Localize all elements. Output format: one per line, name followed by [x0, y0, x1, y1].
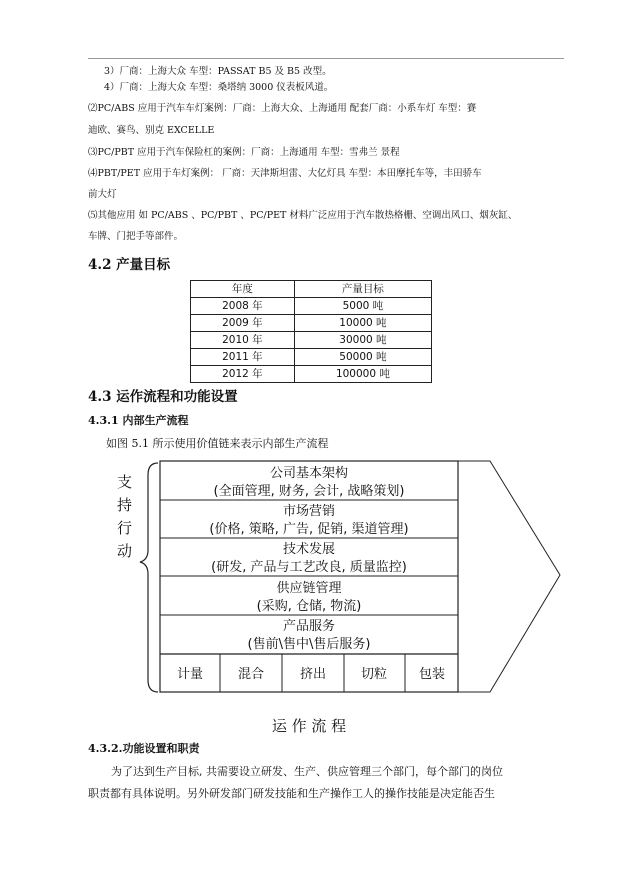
support-title: 技术发展 [282, 542, 336, 557]
text-line: 迪欧、赛鸟、别克 EXCELLE [88, 125, 215, 136]
text-line: 4）厂商：上海大众 车型：桑塔纳 3000 仪表板风道。 [104, 82, 334, 93]
year-cell: 2009 年 [191, 315, 295, 332]
support-detail: (售前\售中\售后服务) [247, 637, 371, 652]
text-line: 前大灯 [88, 189, 117, 200]
support-detail: (采购, 仓储, 物流) [256, 599, 362, 614]
column-header: 产量目标 [294, 281, 431, 298]
text-line: 3）厂商：上海大众 车型：PASSAT B5 及 B5 改型。 [104, 66, 332, 77]
operation-label: 包装 [418, 667, 446, 682]
target-cell: 50000 吨 [294, 349, 431, 366]
target-cell: 100000 吨 [294, 366, 431, 383]
text-line: ⑵PC/ABS 应用于汽车车灯案例：厂商：上海大众、上海通用 配套厂商：小系车灯 车型：賽 [88, 103, 477, 114]
paragraph-line: 为了达到生产目标, 共需要设立研发、生产、供应管理三个部门，每个部门的岗位 [111, 765, 503, 778]
year-cell: 2010 年 [191, 332, 295, 349]
operation-label: 切粒 [360, 667, 388, 682]
column-header: 年度 [191, 281, 295, 298]
text-line: 车牌、门把手等部件。 [88, 231, 184, 242]
support-detail: (价格, 策略, 广告, 促销, 渠道管理) [209, 522, 409, 537]
operation-label: 混合 [237, 667, 265, 682]
support-bracket [140, 463, 158, 692]
value-chain-arrow [458, 461, 560, 692]
section-heading-4-3-1: 4.3.1 内部生产流程 [88, 414, 189, 427]
year-cell: 2012 年 [191, 366, 295, 383]
operation-label: 计量 [176, 667, 204, 682]
support-title: 市场营销 [282, 504, 336, 519]
target-cell: 30000 吨 [294, 332, 431, 349]
operation-label: 挤出 [299, 667, 327, 682]
text-line: ⑸其他应用 如 PC/ABS 、PC/PBT 、PC/PET 材料广泛应用于汽车散热格栅、空调出风口、烟灰缸、 [88, 210, 518, 221]
support-detail: (全面管理, 财务, 会计, 战略策划) [213, 484, 405, 499]
support-title: 产品服务 [282, 619, 336, 634]
support-detail: (研发, 产品与工艺改良, 质量监控) [211, 560, 407, 575]
operations-flow-label: 运 作 流 程 [271, 717, 347, 735]
section-heading-4-3: 4.3 运作流程和功能设置 [88, 389, 238, 405]
support-activities-label: 支持行动 [115, 474, 133, 566]
text-line: ⑷PBT/PET 应用于车灯案例： 厂商：天津斯坦雷、大亿灯具 车型：本田摩托车等，丰田骄车 [88, 168, 482, 179]
year-cell: 2011 年 [191, 349, 295, 366]
support-title: 公司基本架构 [269, 466, 349, 481]
target-cell: 5000 吨 [294, 298, 431, 315]
section-heading-4-3-2: 4.3.2.功能设置和职责 [88, 742, 200, 755]
section-heading-4-2: 4.2 产量目标 [88, 257, 171, 273]
support-title: 供应链管理 [276, 581, 342, 596]
figure-intro: 如图 5.1 所示使用价值链来表示内部生产流程 [106, 437, 329, 450]
paragraph-line: 职责都有具体说明。另外研发部门研发技能和生产操作工人的操作技能是决定能否生 [88, 787, 495, 800]
text-line: ⑶PC/PBT 应用于汽车保险杠的案例：厂商：上海通用 车型：雪弗兰 景程 [88, 147, 400, 158]
year-cell: 2008 年 [191, 298, 295, 315]
target-cell: 10000 吨 [294, 315, 431, 332]
